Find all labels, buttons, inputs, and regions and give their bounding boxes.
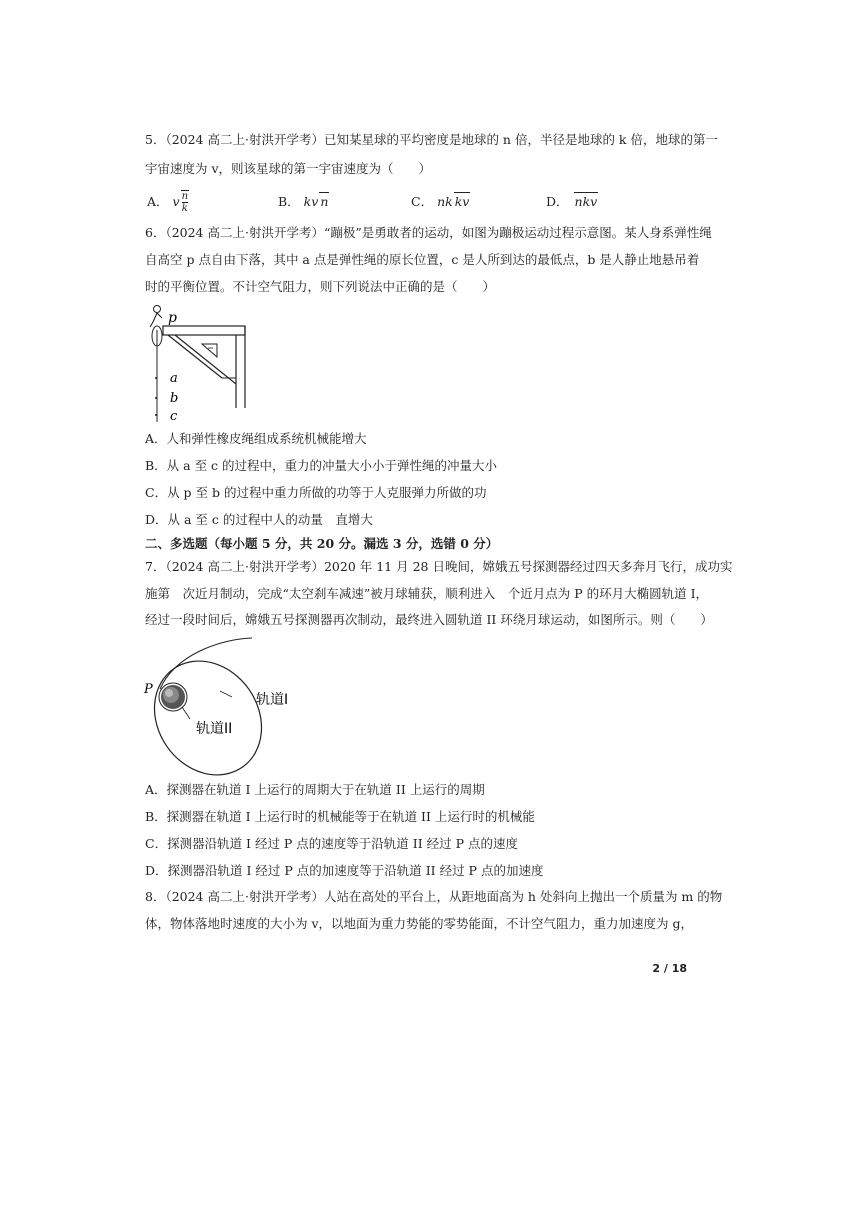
q5-option-a-label: A． — [147, 194, 169, 209]
q7-stem-line1: 7．（2024 高二上·射洪开学考）2020 年 11 月 28 日晚间，嫦娥五号探测器经过四天多奔月飞行，成功实 — [145, 559, 733, 574]
q6-stem-line3: 时的平衡位置。不计空气阻力，则下列说法中正确的是（ ） — [145, 279, 496, 294]
q5-option-b-label: B． — [278, 194, 300, 209]
q6-option-a: A．人和弹性橡皮绳组成系统机械能增大 — [145, 431, 367, 446]
bungee-label-p: p — [168, 310, 177, 326]
q5-option-d — [546, 192, 598, 211]
q6-stem-line1: 6．（2024 高二上·射洪开学考）“蹦极”是勇敢者的运动，如图为蹦极运动过程示意图。某人身系弹性绳 — [145, 225, 712, 240]
q6-option-c: C．从 p 至 b 的过程中重力所做的功等于人克服弹力所做的功 — [145, 485, 487, 500]
orbit-label-track1: 轨道I — [256, 692, 289, 708]
q5-option-a-numerator: n — [181, 191, 189, 202]
q5-stem-line2: 宇宙速度为 v，则该星球的第一宇宙速度为（ ） — [145, 161, 432, 176]
q5-option-a-v: v — [172, 194, 180, 209]
bungee-label-c: c — [170, 409, 178, 424]
q5-option-c-radicand: kv — [454, 194, 470, 209]
page-number: 2 / 18 — [652, 962, 687, 975]
q8-stem-line2: 体，物体落地时速度的大小为 v，以地面为重力势能的零势能面，不计空气阻力，重力加速度为 g， — [145, 916, 694, 931]
q7-stem-line2: 施第 次近月制动，完成“太空刹车减速”被月球辅获，顺利进入 个近月点为 P 的环月大椭圆轨道 I， — [145, 586, 709, 601]
q5-option-b-radicand: n — [320, 194, 329, 209]
bungee-label-b: b — [170, 391, 179, 406]
orbit-label-track2: 轨道II — [196, 721, 233, 737]
q7-option-a: A．探测器在轨道 I 上运行的周期大于在轨道 II 上运行的周期 — [145, 782, 485, 797]
q5-option-a-denominator: k — [181, 203, 188, 214]
q5-option-c — [411, 192, 470, 211]
q8-stem-line1: 8．（2024 高二上·射洪开学考）人站在高处的平台上，从距地面高为 h 处斜向上抛出一个质量为 m 的物 — [145, 889, 723, 904]
bungee-figure — [140, 300, 250, 425]
orbit-figure — [140, 633, 300, 778]
q6-option-d: D．从 a 至 c 的过程中人的动量 直增大 — [145, 512, 373, 527]
q7-option-b: B．探测器在轨道 I 上运行时的机械能等于在轨道 II 上运行时的机械能 — [145, 809, 535, 824]
q5-option-c-label: C． — [411, 194, 434, 209]
q5-option-b — [278, 192, 329, 211]
q7-option-d: D．探测器沿轨道 I 经过 P 点的加速度等于沿轨道 II 经过 P 点的加速度 — [145, 863, 544, 878]
q5-option-a — [147, 190, 189, 214]
q5-option-b-coef: kv — [303, 194, 319, 209]
q5-stem-line1: 5．（2024 高二上·射洪开学考）已知某星球的平均密度是地球的 n 倍，半径是地球的 k 倍，地球的第一 — [145, 132, 718, 147]
q5-option-d-label: D． — [546, 194, 569, 209]
q7-option-c: C．探测器沿轨道 I 经过 P 点的速度等于沿轨道 II 经过 P 点的速度 — [145, 836, 518, 851]
q6-option-b: B．从 a 至 c 的过程中，重力的冲量大小小于弹性绳的冲量大小 — [145, 458, 498, 473]
section-heading: 二、多选题（每小题 5 分，共 20 分。漏选 3 分，选错 0 分） — [145, 536, 499, 551]
q7-stem-line3: 经过一段时间后，嫦娥五号探测器再次制动，最终进入圆轨道 II 环绕月球运动，如图所示。则（ ） — [145, 612, 713, 627]
q5-option-d-radicand: nkv — [574, 194, 598, 209]
orbit-label-p: P — [144, 682, 153, 697]
q5-option-c-coef: nk — [437, 194, 453, 209]
q6-stem-line2: 自高空 p 点自由下落，其中 a 点是弹性绳的原长位置，c 是人所到达的最低点，b 是人静止地悬吊着 — [145, 252, 700, 267]
bungee-label-a: a — [170, 371, 178, 386]
